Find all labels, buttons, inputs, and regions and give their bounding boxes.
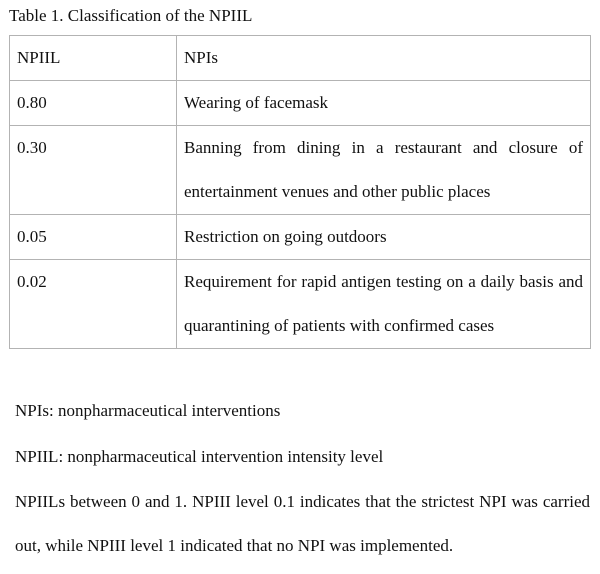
npis-description: Banning from dining in a restaurant and closure of entertainment venues and other public places	[184, 138, 583, 201]
column-header-npiil-label: NPIIL	[17, 48, 61, 67]
npis-description: Wearing of facemask	[184, 93, 329, 112]
npiil-value: 0.30	[17, 138, 47, 157]
npiil-cell	[10, 260, 177, 349]
npiil-classification-table	[9, 35, 591, 349]
column-header-npiil	[10, 36, 177, 81]
column-header-npis-label: NPIs	[184, 48, 219, 67]
npiil-value: 0.80	[17, 93, 47, 112]
npiil-value: 0.02	[17, 272, 47, 291]
npiil-value: 0.05	[17, 227, 47, 246]
table-header-row	[10, 36, 591, 81]
npiil-cell	[10, 81, 177, 126]
npis-description: Requirement for rapid antigen testing on a daily basis and quarantining of patients with confirmed cases	[184, 272, 583, 335]
table-row	[10, 126, 591, 215]
npis-cell	[177, 215, 591, 260]
note-npiil-explanation: NPIILs between 0 and 1. NPIII level 0.1 indicates that the strictest NPI was carried out, while NPIII level 1 indicated that no NPI was implemented.	[15, 492, 590, 555]
npiil-cell	[10, 215, 177, 260]
npis-cell	[177, 126, 591, 215]
table-row	[10, 260, 591, 349]
table-row	[10, 215, 591, 260]
note-npiil-definition: NPIIL: nonpharmaceutical intervention intensity level	[15, 447, 384, 466]
table-row	[10, 81, 591, 126]
note-npis-definition: NPIs: nonpharmaceutical interventions	[15, 401, 281, 420]
npis-cell	[177, 81, 591, 126]
npis-cell	[177, 260, 591, 349]
column-header-npis	[177, 36, 591, 81]
npiil-cell	[10, 126, 177, 215]
npis-description: Restriction on going outdoors	[184, 227, 387, 246]
table-caption: Table 1. Classification of the NPIIL	[9, 6, 253, 25]
